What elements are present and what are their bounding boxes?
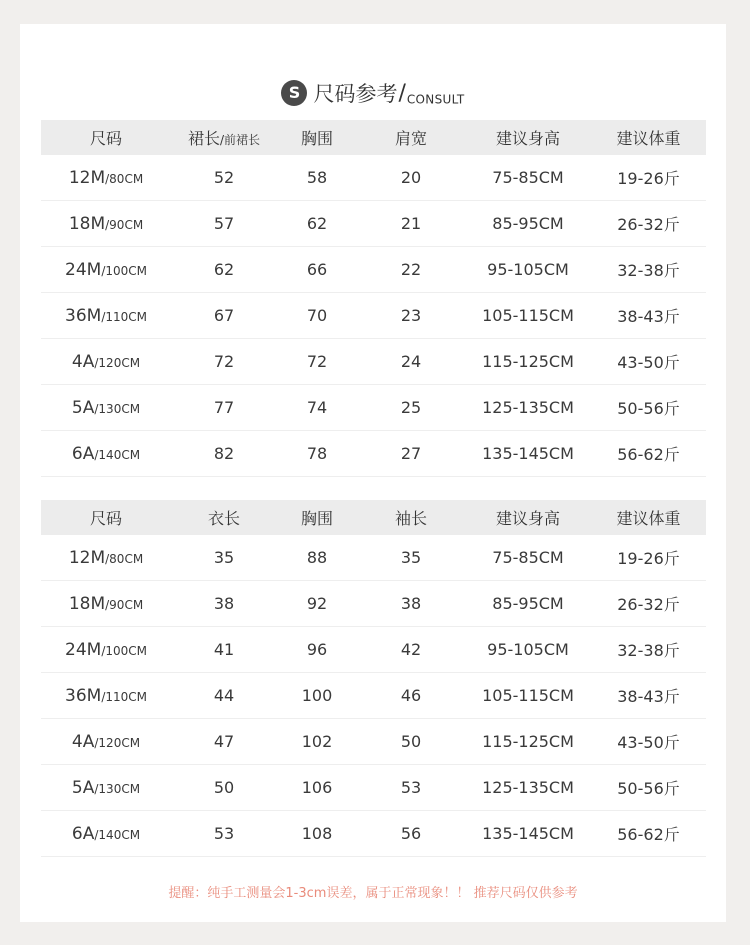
header-chest: 胸围 bbox=[300, 129, 333, 148]
weight-cell: 38-43斤 bbox=[617, 687, 680, 706]
chest-cell: 96 bbox=[306, 640, 328, 659]
header-weight: 建议体重 bbox=[616, 509, 681, 528]
length-cell: 77 bbox=[213, 398, 235, 417]
table-row bbox=[41, 155, 706, 201]
weight-cell: 26-32斤 bbox=[617, 595, 680, 614]
size-table-skirt bbox=[41, 120, 706, 477]
size-chart-card bbox=[20, 24, 726, 922]
length-cell: 67 bbox=[213, 306, 235, 325]
measure-cell: 25 bbox=[400, 398, 422, 417]
header-shoulder: 肩宽 bbox=[394, 129, 427, 148]
height-cell: 95-105CM bbox=[487, 260, 569, 279]
size-value: 12M bbox=[68, 547, 106, 568]
length-cell: 53 bbox=[213, 824, 235, 843]
length-cell: 72 bbox=[213, 352, 235, 371]
size-cm: /130CM bbox=[94, 781, 141, 796]
size-value: 5A bbox=[71, 777, 95, 798]
size-cm: /100CM bbox=[101, 263, 147, 278]
size-cell bbox=[41, 594, 171, 614]
measure-cell: 38 bbox=[400, 594, 422, 613]
table-row bbox=[41, 719, 706, 765]
size-value: 12M bbox=[68, 167, 106, 188]
weight-cell: 56-62斤 bbox=[617, 825, 680, 844]
weight-cell: 19-26斤 bbox=[617, 549, 680, 568]
page-title bbox=[20, 78, 726, 108]
size-cell bbox=[41, 214, 171, 234]
height-cell: 115-125CM bbox=[482, 352, 574, 371]
chest-cell: 102 bbox=[301, 732, 333, 751]
length-cell: 41 bbox=[213, 640, 235, 659]
weight-cell: 32-38斤 bbox=[617, 641, 680, 660]
size-cm: /110CM bbox=[101, 309, 147, 324]
s-badge-icon: S bbox=[281, 80, 307, 106]
size-value: 18M bbox=[68, 213, 106, 234]
size-cm: /120CM bbox=[94, 735, 141, 750]
length-cell: 47 bbox=[213, 732, 235, 751]
size-value: 5A bbox=[71, 397, 95, 418]
weight-cell: 19-26斤 bbox=[617, 169, 680, 188]
weight-cell: 50-56斤 bbox=[617, 779, 680, 798]
chest-cell: 92 bbox=[306, 594, 328, 613]
size-cell bbox=[41, 306, 171, 326]
table-row bbox=[41, 431, 706, 477]
chest-cell: 108 bbox=[301, 824, 333, 843]
measure-cell: 24 bbox=[400, 352, 422, 371]
table-row bbox=[41, 339, 706, 385]
size-value: 24M bbox=[65, 259, 102, 280]
height-cell: 115-125CM bbox=[482, 732, 574, 751]
header-length bbox=[171, 126, 277, 149]
size-cell bbox=[41, 352, 171, 372]
table-row bbox=[41, 581, 706, 627]
table-body bbox=[41, 535, 706, 857]
measure-cell: 23 bbox=[400, 306, 422, 325]
notice-text: 提醒：纯手工测量会1-3cm误差，属于正常现象！！ 推荐尺码仅供参考 bbox=[168, 886, 578, 901]
chest-cell: 72 bbox=[306, 352, 328, 371]
header-height: 建议身高 bbox=[495, 509, 560, 528]
size-cm: /80CM bbox=[105, 171, 144, 186]
length-cell: 62 bbox=[213, 260, 235, 279]
size-value: 4A bbox=[71, 731, 95, 752]
measure-cell: 22 bbox=[400, 260, 422, 279]
table-row bbox=[41, 385, 706, 431]
header-size: 尺码 bbox=[89, 129, 122, 148]
size-cell bbox=[41, 398, 171, 418]
chest-cell: 74 bbox=[306, 398, 328, 417]
chest-cell: 88 bbox=[306, 548, 328, 567]
header-sleeve: 袖长 bbox=[394, 509, 427, 528]
size-cm: /130CM bbox=[94, 401, 141, 416]
chest-cell: 58 bbox=[306, 168, 328, 187]
chest-cell: 70 bbox=[306, 306, 328, 325]
size-value: 36M bbox=[65, 305, 102, 326]
chest-cell: 78 bbox=[306, 444, 328, 463]
header-length-main: 衣长 bbox=[207, 509, 240, 528]
length-cell: 52 bbox=[213, 168, 235, 187]
weight-cell: 43-50斤 bbox=[617, 353, 680, 372]
title-slash: / bbox=[398, 80, 406, 106]
measure-cell: 20 bbox=[400, 168, 422, 187]
size-cell bbox=[41, 444, 171, 464]
header-size: 尺码 bbox=[89, 509, 122, 528]
table-row bbox=[41, 811, 706, 857]
height-cell: 105-115CM bbox=[482, 306, 574, 325]
height-cell: 135-145CM bbox=[482, 444, 574, 463]
table-row bbox=[41, 535, 706, 581]
header-chest: 胸围 bbox=[300, 509, 333, 528]
title-cn: 尺码参考 bbox=[313, 82, 398, 106]
height-cell: 85-95CM bbox=[492, 594, 564, 613]
weight-cell: 32-38斤 bbox=[617, 261, 680, 280]
chest-cell: 66 bbox=[306, 260, 328, 279]
table-body bbox=[41, 155, 706, 477]
size-cell bbox=[41, 686, 171, 706]
header-length-sub: /前裙长 bbox=[219, 133, 261, 147]
measure-cell: 21 bbox=[400, 214, 422, 233]
chest-cell: 106 bbox=[301, 778, 333, 797]
height-cell: 135-145CM bbox=[482, 824, 574, 843]
size-table-top bbox=[41, 500, 706, 857]
table-row bbox=[41, 293, 706, 339]
size-cm: /100CM bbox=[101, 643, 147, 658]
chest-cell: 62 bbox=[306, 214, 328, 233]
size-value: 6A bbox=[71, 823, 95, 844]
length-cell: 38 bbox=[213, 594, 235, 613]
size-value: 6A bbox=[71, 443, 95, 464]
weight-cell: 43-50斤 bbox=[617, 733, 680, 752]
length-cell: 82 bbox=[213, 444, 235, 463]
measure-cell: 46 bbox=[400, 686, 422, 705]
measure-cell: 50 bbox=[400, 732, 422, 751]
size-cell bbox=[41, 168, 171, 188]
table-row bbox=[41, 673, 706, 719]
header-height: 建议身高 bbox=[495, 129, 560, 148]
length-cell: 50 bbox=[213, 778, 235, 797]
size-cm: /90CM bbox=[105, 217, 144, 232]
header-length-main: 裙长 bbox=[187, 129, 220, 148]
size-cell bbox=[41, 548, 171, 568]
size-cell bbox=[41, 640, 171, 660]
height-cell: 105-115CM bbox=[482, 686, 574, 705]
height-cell: 75-85CM bbox=[492, 548, 564, 567]
chest-cell: 100 bbox=[301, 686, 333, 705]
size-cell bbox=[41, 824, 171, 844]
table-header bbox=[41, 120, 706, 155]
height-cell: 95-105CM bbox=[487, 640, 569, 659]
size-value: 24M bbox=[65, 639, 102, 660]
size-value: 36M bbox=[65, 685, 102, 706]
table-row bbox=[41, 247, 706, 293]
table-row bbox=[41, 765, 706, 811]
size-cell bbox=[41, 732, 171, 752]
height-cell: 125-135CM bbox=[482, 778, 574, 797]
height-cell: 85-95CM bbox=[492, 214, 564, 233]
size-cell bbox=[41, 260, 171, 280]
measure-cell: 35 bbox=[400, 548, 422, 567]
size-cm: /80CM bbox=[105, 551, 144, 566]
table-row bbox=[41, 201, 706, 247]
size-cm: /110CM bbox=[101, 689, 147, 704]
measure-cell: 53 bbox=[400, 778, 422, 797]
measure-cell: 42 bbox=[400, 640, 422, 659]
title-en: CONSULT bbox=[406, 92, 465, 107]
size-value: 18M bbox=[68, 593, 106, 614]
size-cm: /120CM bbox=[94, 355, 141, 370]
header-weight: 建议体重 bbox=[616, 129, 681, 148]
header-length bbox=[171, 506, 277, 529]
height-cell: 125-135CM bbox=[482, 398, 574, 417]
measure-cell: 27 bbox=[400, 444, 422, 463]
size-cm: /90CM bbox=[105, 597, 144, 612]
weight-cell: 50-56斤 bbox=[617, 399, 680, 418]
weight-cell: 26-32斤 bbox=[617, 215, 680, 234]
weight-cell: 38-43斤 bbox=[617, 307, 680, 326]
length-cell: 57 bbox=[213, 214, 235, 233]
length-cell: 35 bbox=[213, 548, 235, 567]
table-header bbox=[41, 500, 706, 535]
size-cm: /140CM bbox=[94, 447, 141, 462]
size-value: 4A bbox=[71, 351, 95, 372]
size-cell bbox=[41, 778, 171, 798]
table-row bbox=[41, 627, 706, 673]
length-cell: 44 bbox=[213, 686, 235, 705]
weight-cell: 56-62斤 bbox=[617, 445, 680, 464]
measure-cell: 56 bbox=[400, 824, 422, 843]
height-cell: 75-85CM bbox=[492, 168, 564, 187]
size-cm: /140CM bbox=[94, 827, 141, 842]
